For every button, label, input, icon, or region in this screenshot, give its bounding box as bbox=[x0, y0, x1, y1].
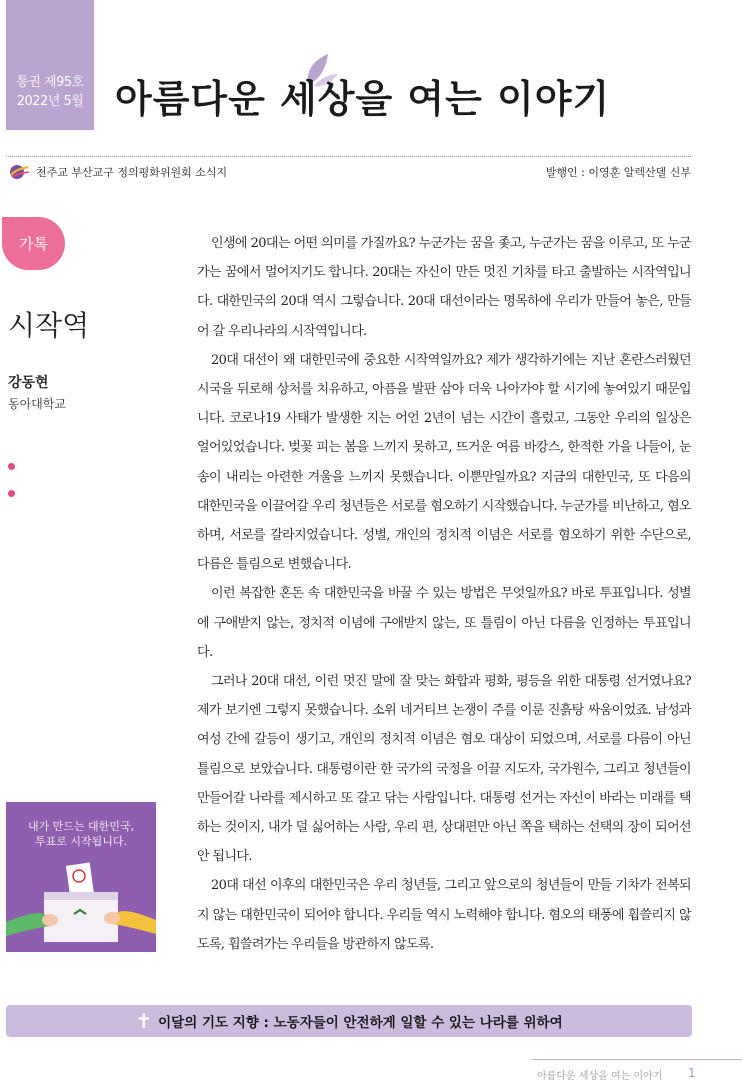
paragraph: 20대 대선이 왜 대한민국에 중요한 시작역일까요? 제가 생각하기에는 지난 혼란스러웠던 시국을 뒤로해 상처를 치유하고, 아픔을 발판 삼아 더욱 나아가야 할 시기에 놓여있기 때문입니다. 코로나19 사태가 발생한 지는 어언 2년이 넘는 시간이 흘렀고, 그동안 우리의 일상은 얼어있었습니다. 벚꽃 피는 봄을 느끼지 못하고, 뜨거운 여름 바캉스, 한적한 가을 나들이, 눈송이 내리는 아련한 겨울을 느끼지 못했습니다. 이뿐만일까요? 지금의 대한민국, 또 다음의 대한민국을 이끌어갈 우리 청년들은 서로를 혐오하기 시작했습니다. 누군가를 비난하고, 혐오하며, 서로를 갈라지었습니다. 성별, 개인의 정치적 이념은 서로를 혐오하기 위한 수단으로, 다름은 틀림으로 변했습니다. bbox=[197, 352, 691, 573]
page-number: 1 bbox=[688, 1066, 696, 1080]
author-affiliation: 동아대학교 bbox=[8, 397, 66, 411]
publication-line bbox=[6, 156, 691, 180]
paragraph: 20대 대선 이후의 대한민국은 우리 청년들, 그리고 앞으로의 청년들이 만들 기차가 전복되지 않는 대한민국이 되어야 합니다. 우리들 역시 노력해야 합니다. 혐오의 태풍에 휩쓸리지 않도록, 휩쓸려가는 우리들을 방관하지 않도록. bbox=[197, 878, 691, 952]
paragraph: 그러나 20대 대선, 이런 멋진 말에 잘 맞는 화합과 평화, 평등을 위한 대통령 선거였나요? 제가 보기엔 그렇지 못했습니다. 소위 네거티브 논쟁이 주를 이룬 진흙탕 싸움이었죠. 남성과 여성 간에 갈등이 생기고, 개인의 정치적 이념은 혐오 대상이 되었으며, 서로를 다름이 아닌 틀림으로 보았습니다. 대통령이란 한 국가의 국정을 이끌 지도자, 국가원수, 그리고 청년들이 만들어갈 나라를 제시하고 또 갈고 닦는 사람입니다. 대통령 선거는 자신이 바라는 미래를 택하는 것이지, 내가 덜 싫어하는 사람, 우리 편, 상대편만 아닌 쪽을 택하는 선택의 장이 되어선 안 됩니다. bbox=[197, 674, 691, 865]
poster-caption-line2: 투표로 시작됩니다. bbox=[34, 835, 128, 848]
issue-number: 통권 제95호 bbox=[16, 75, 84, 90]
jpcbp-logo-icon bbox=[8, 163, 30, 181]
prayer-intention-band bbox=[6, 1005, 692, 1037]
decorative-dot bbox=[8, 490, 15, 497]
article-title: 시작역 bbox=[8, 309, 90, 342]
paragraph: 이런 복잡한 혼돈 속 대한민국을 바꿀 수 있는 방법은 무엇일까요? 바로 투표입니다. 성별에 구애받지 않는, 정치적 이념에 구애받지 않는, 또 틀림이 아닌 다름을 인정하는 투표입니다. bbox=[197, 586, 691, 660]
article-body bbox=[197, 229, 691, 959]
vote-poster-image bbox=[6, 802, 156, 952]
category-badge: 가톡 bbox=[2, 217, 65, 270]
paragraph: 인생에 20대는 어떤 의미를 가질까요? 누군가는 꿈을 좇고, 누군가는 꿈을 이루고, 또 누군가는 꿈에서 멀어지기도 합니다. 20대는 자신이 만든 멋진 기차를 타고 출발하는 시작역입니다. 대한민국의 20대 역시 그렇습니다. 20대 대선이라는 명목하에 우리가 만들어 놓은, 만들어 갈 우리나라의 시작역입니다. bbox=[197, 236, 691, 339]
issue-box bbox=[6, 0, 94, 130]
prayer-intention-text: 이달의 기도 지향 : 노동자들이 안전하게 일할 수 있는 나라를 위하여 bbox=[158, 1015, 563, 1031]
organization-name: 천주교 부산교구 정의평화위원회 소식지 bbox=[36, 166, 228, 179]
footer-rule bbox=[532, 1059, 742, 1060]
author-name: 강동현 bbox=[8, 375, 49, 391]
issue-date: 2022년 5월 bbox=[16, 94, 84, 109]
publisher: 발행인 : 이영훈 알렉산델 신부 bbox=[545, 166, 691, 179]
masthead-title: 아름다운 세상을 여는 이야기 bbox=[115, 76, 611, 121]
poster-caption-line1: 내가 만드는 대한민국, bbox=[27, 820, 135, 833]
cross-icon: ✝ bbox=[135, 1009, 153, 1033]
ballot-box-illustration bbox=[6, 802, 156, 952]
footer-title: 아름다운 세상을 여는 이야기 bbox=[537, 1071, 663, 1082]
decorative-dot bbox=[8, 463, 15, 470]
